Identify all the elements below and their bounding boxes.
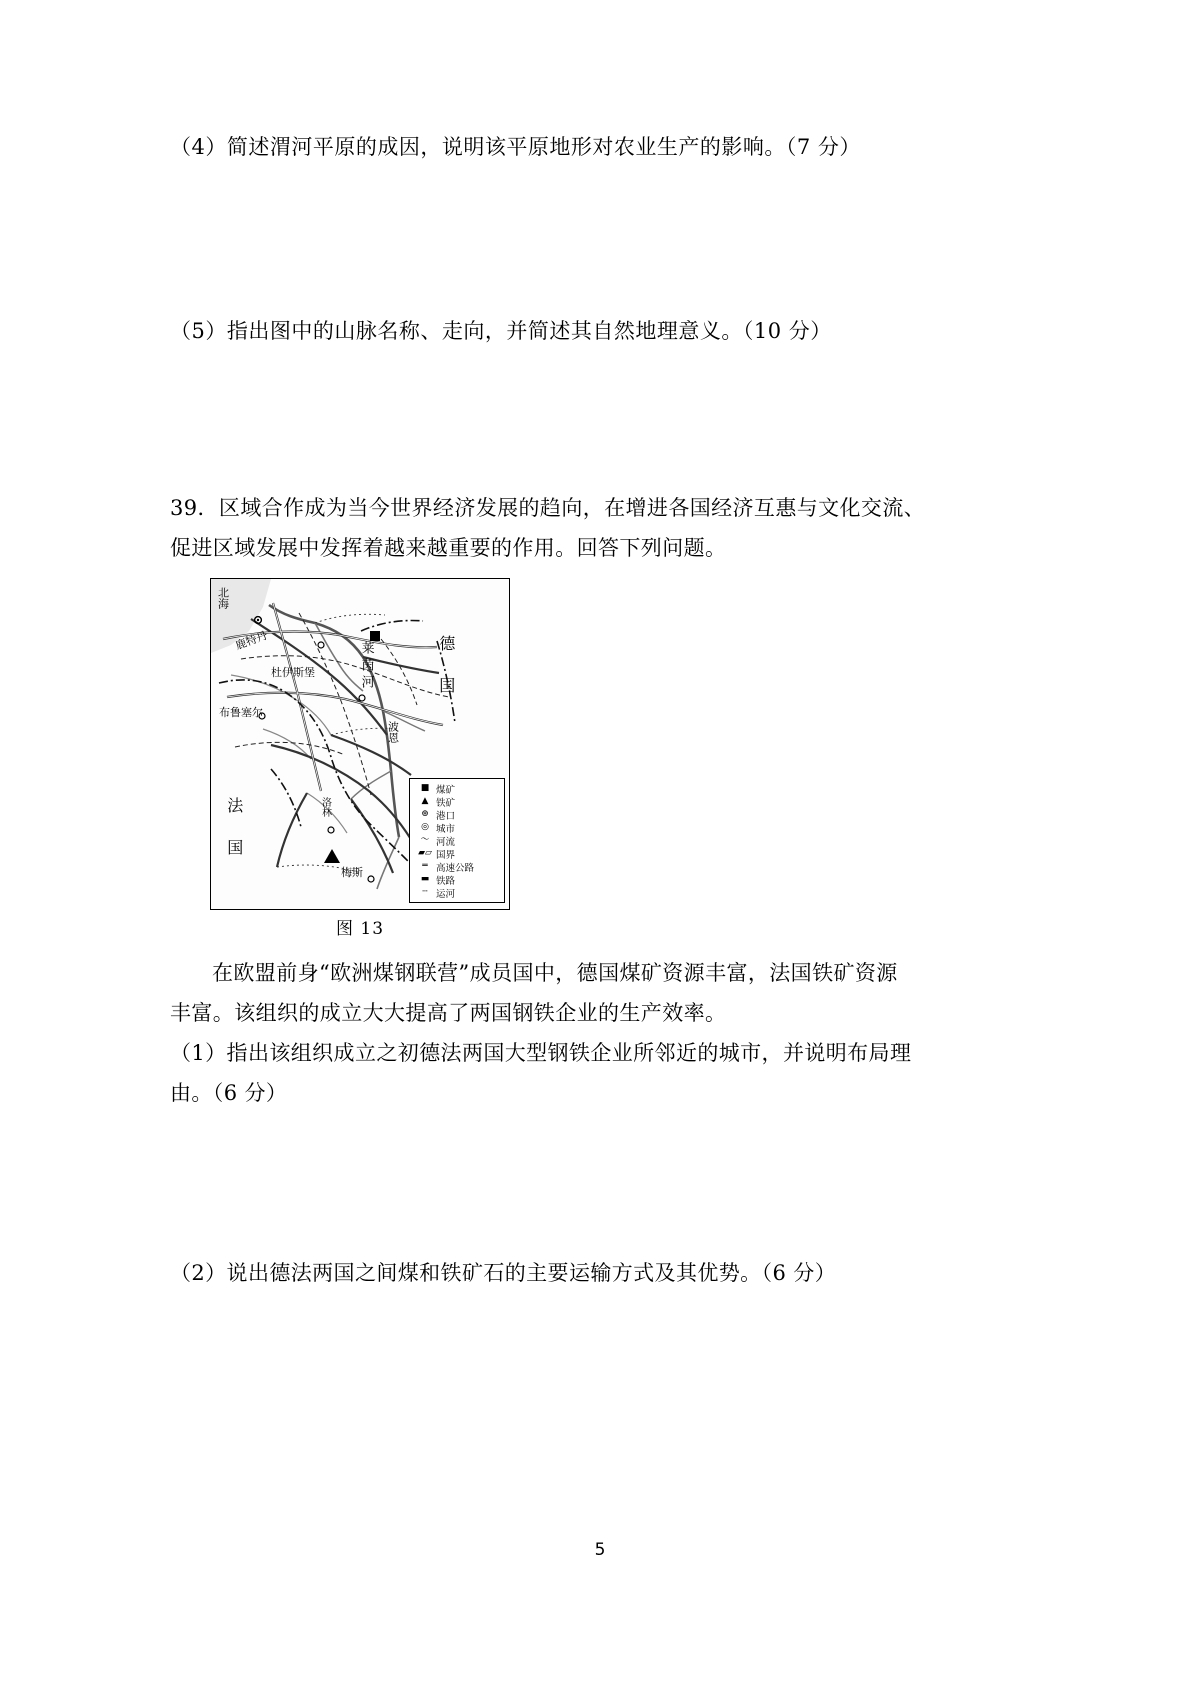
- map-label-metz: 梅斯: [341, 866, 363, 879]
- legend-item: [414, 808, 501, 821]
- map-label-rhine-river: 莱茵河: [358, 641, 374, 692]
- legend-item: [414, 821, 501, 834]
- map-label-brussels: 布鲁塞尔: [219, 706, 263, 719]
- railway-icon: ▬: [420, 874, 430, 884]
- coal-mine-icon: ■: [420, 783, 430, 793]
- question-39: [170, 488, 1030, 568]
- sub-question-2: （2）说出德法两国之间煤和铁矿石的主要运输方式及其优势。（6 分）: [170, 1261, 837, 1285]
- question-39-line-1: 39．区域合作成为当今世界经济发展的趋向，在增进各国经济互惠与文化交流、: [170, 496, 926, 520]
- page-number: 5: [594, 1540, 606, 1560]
- map-label-duisburg: 杜伊斯堡: [271, 666, 315, 679]
- legend-label: 城市: [436, 823, 456, 835]
- legend-label: 运河: [436, 888, 456, 900]
- question-4: （4）简述渭河平原的成因，说明该平原地形对农业生产的影响。（7 分）: [170, 135, 861, 159]
- iron-mine-symbol: [324, 849, 340, 863]
- map-image: [210, 578, 510, 910]
- port-icon: ⊛: [421, 809, 429, 819]
- coal-mine-symbol: [370, 631, 380, 641]
- figure-caption: 图 13: [335, 919, 385, 939]
- legend-item: [414, 795, 501, 808]
- figure-13: [210, 578, 510, 939]
- map-label-rotterdam: 鹿特丹: [233, 628, 270, 653]
- legend-label: 铁矿: [436, 797, 456, 809]
- map-label-bonn: 波恩: [386, 721, 400, 743]
- question-39-line-2: 促进区域发展中发挥着越来越重要的作用。回答下列问题。: [170, 536, 727, 560]
- legend-item: [414, 873, 501, 886]
- legend-item: [414, 782, 501, 795]
- sub-question-1-line-1: （1）指出该组织成立之初德法两国大型钢铁企业所邻近的城市，并说明布局理: [170, 1041, 912, 1065]
- page-content: [170, 130, 1030, 1293]
- question-5: （5）指出图中的山脉名称、走向，并简述其自然地理意义。（10 分）: [170, 319, 832, 343]
- legend-label: 煤矿: [436, 784, 456, 796]
- legend-label: 国界: [436, 849, 456, 861]
- map-label-france: 法国: [224, 797, 244, 881]
- map-label-north-sea: 北海: [216, 587, 230, 609]
- legend-item: [414, 860, 501, 873]
- map-legend: [409, 778, 505, 903]
- answer-space-sub1: [170, 1113, 1030, 1253]
- map-label-lorraine: 洛林: [319, 797, 331, 817]
- iron-mine-icon: ▲: [421, 796, 429, 806]
- city-icon: ◎: [421, 822, 429, 832]
- legend-label: 铁路: [436, 875, 456, 887]
- passage-line-2: 丰富。该组织的成立大大提高了两国钢铁企业的生产效率。: [170, 1001, 727, 1025]
- legend-label: 港口: [436, 810, 456, 822]
- legend-item: [414, 886, 501, 899]
- map-label-germany: 德国: [436, 635, 456, 719]
- canal-icon: ┄: [422, 887, 428, 897]
- answer-space-q5: [170, 348, 1030, 488]
- legend-label: 高速公路: [436, 862, 475, 874]
- passage-line-1: 在欧盟前身“欧洲煤钢联营”成员国中，德国煤矿资源丰富，法国铁矿资源: [212, 961, 898, 985]
- river-icon: 〜: [420, 835, 430, 845]
- answer-space-q4: [170, 164, 1030, 314]
- sub-question-1-line-2: 由。（6 分）: [170, 1081, 288, 1105]
- legend-item: [414, 834, 501, 847]
- legend-label: 河流: [436, 836, 456, 848]
- highway-icon: ═: [422, 861, 428, 871]
- legend-item: [414, 847, 501, 860]
- border-icon: ▰▱: [418, 848, 432, 858]
